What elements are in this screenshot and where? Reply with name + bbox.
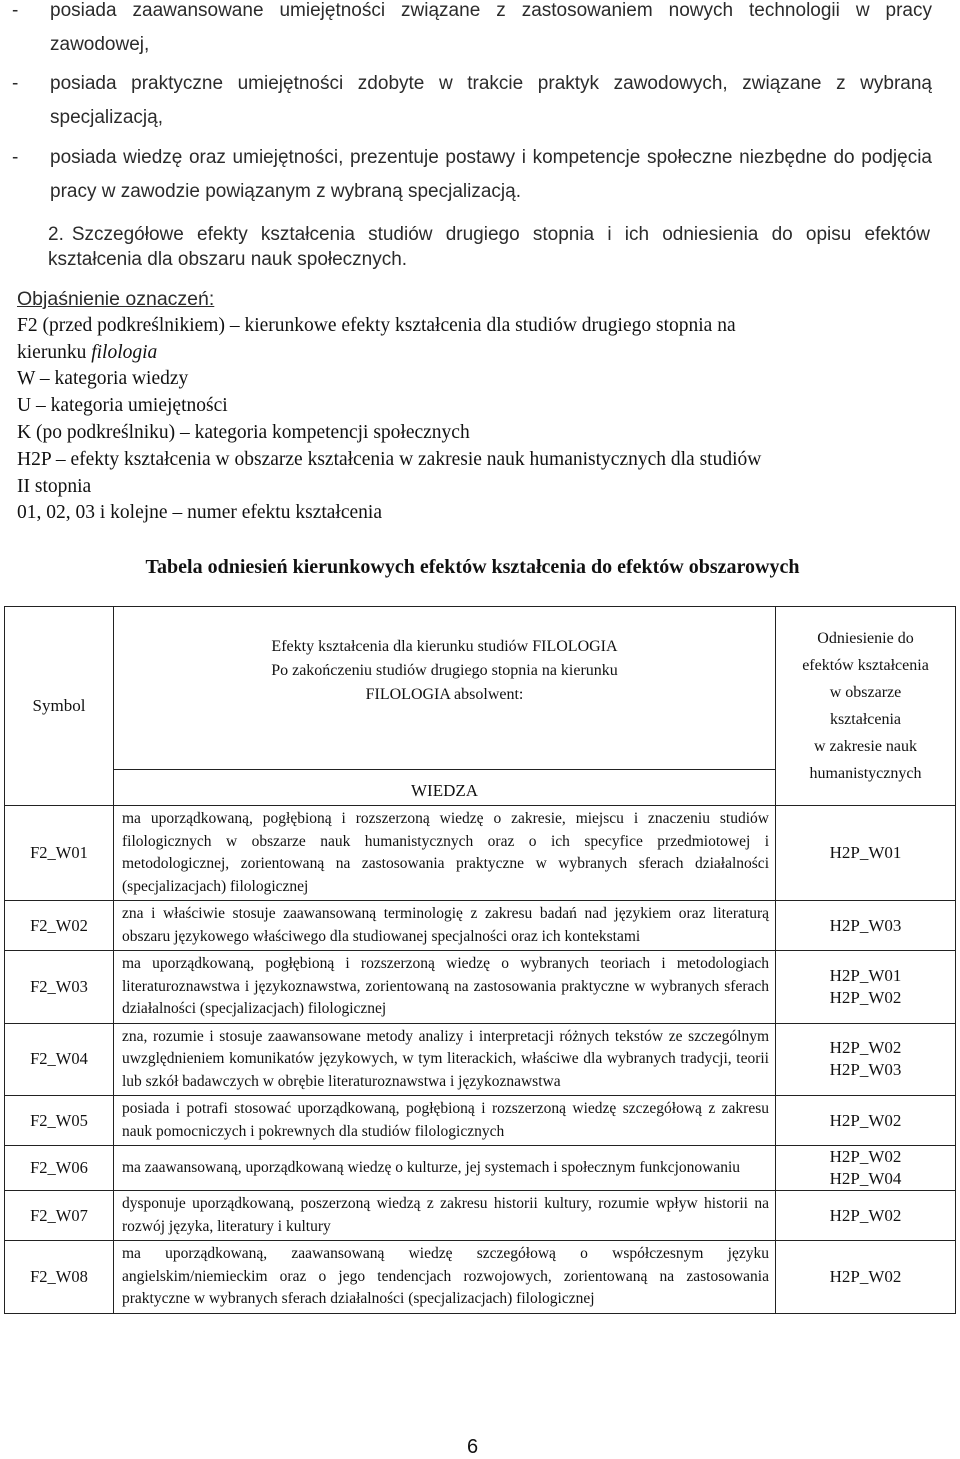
row-symbol: F2_W08 <box>5 1241 114 1314</box>
row-symbol: F2_W03 <box>5 951 114 1024</box>
header-effects <box>114 607 776 770</box>
category-label: WIEDZA <box>114 770 776 806</box>
row-symbol: F2_W05 <box>5 1096 114 1146</box>
bullet-item <box>12 0 932 62</box>
row-ref-code: H2P_W02 <box>829 1147 902 1166</box>
table-row <box>5 951 956 1024</box>
table-caption: Tabela odniesień kierunkowych efektów kształcenia do efektów obszarowych <box>145 556 800 578</box>
bullet-text: posiada wiedzę oraz umiejętności, prezentuje postawy i kompetencje społeczne niezbędne do podjęcia pracy w zawodzie powiązanym z wybraną specjalizacją. <box>50 147 932 202</box>
legend-f2: F2 (przed podkreślnikiem) – kierunkowe efekty kształcenia dla studiów drugiego stopnia na <box>17 314 736 336</box>
row-description: ma uporządkowaną, zaawansowaną wiedzę szczegółową o współczesnym języku angielskim/niemieckim oraz o jego tendencjach rozwojowych, zorientowaną na zastosowania praktyczne w wybranych sferach działalności (specjalizacjach) filologicznej <box>114 1241 776 1314</box>
row-ref-code: H2P_W02 <box>829 1266 902 1286</box>
legend-h2p-cont: II stopnia <box>17 475 92 497</box>
row-reference <box>776 1146 956 1191</box>
row-reference <box>776 951 956 1024</box>
row-ref-code: H2P_W02 <box>829 1205 902 1225</box>
header-effects-line: FILOLOGIA absolwent: <box>365 686 524 703</box>
table-row <box>5 1023 956 1096</box>
header-ref-line: humanistycznych <box>809 765 922 782</box>
table-header-row <box>5 607 956 770</box>
row-description: zna, rozumie i stosuje zaawansowane metody analizy i interpretacji różnych tekstów ze szczególnym uwzględnieniem komunikatów językowych, w tym literackich, właściwe dla wybranych tradycji, teorii lub szkół badawczych w obrębie literaturoznawstwa i językoznawstwa <box>114 1023 776 1096</box>
row-ref-code: H2P_W02 <box>829 987 902 1007</box>
legend-numbers: 01, 02, 03 i kolejne – numer efektu kształcenia <box>17 502 382 524</box>
row-ref-code: H2P_W01 <box>829 965 902 985</box>
legend-field-name: filologia <box>91 341 158 363</box>
row-ref-code: H2P_W02 <box>829 1110 902 1130</box>
row-reference <box>776 1023 956 1096</box>
row-reference <box>776 901 956 951</box>
bullet-item <box>12 141 932 209</box>
table-row <box>5 901 956 951</box>
effects-table <box>4 606 956 1314</box>
section-number: 2. <box>48 224 64 245</box>
bullet-dash: - <box>12 0 19 21</box>
row-description: ma zaawansowaną, uporządkowaną wiedzę o kulturze, jej systemach i społecznym funkcjonowaniu <box>114 1146 776 1191</box>
legend-u: U – kategoria umiejętności <box>17 395 228 417</box>
row-ref-code: H2P_W02 <box>829 1038 902 1058</box>
row-symbol: F2_W04 <box>5 1023 114 1096</box>
row-description: dysponuje uporządkowaną, poszerzoną wiedzą z zakresu historii kultury, rozumie wpływ historii na rozwój języka, literatury i kultury <box>114 1191 776 1241</box>
table-row <box>5 1096 956 1146</box>
row-reference <box>776 1191 956 1241</box>
header-ref-line: Odniesienie do <box>817 630 914 647</box>
row-ref-code: H2P_W04 <box>829 1169 902 1188</box>
legend-f2-kierunku: kierunku <box>17 341 87 363</box>
row-reference <box>776 1241 956 1314</box>
legend-h2p: H2P – efekty kształcenia w obszarze kształcenia w zakresie nauk humanistycznych dla studiów <box>17 448 762 470</box>
header-ref-line: w obszarze <box>829 684 902 701</box>
row-ref-code: H2P_W01 <box>829 843 902 862</box>
header-effects-line: Po zakończeniu studiów drugiego stopnia na kierunku <box>271 662 618 679</box>
header-effects-line: Efekty kształcenia dla kierunku studiów FILOLOGIA <box>271 638 618 655</box>
row-symbol: F2_W01 <box>5 806 114 901</box>
bullet-dash: - <box>12 147 19 168</box>
header-ref-line: w zakresie nauk <box>813 738 918 755</box>
row-description: ma uporządkowaną, pogłębioną i rozszerzoną wiedzę o zakresie, miejscu i znaczeniu studiów filologicznych w obszarze nauk humanistycznych oraz o ich specyfice przedmiotowej i metodologicznej, zorientowaną na zastosowania praktyczne w wybranych sferach działalności (specjalizacjach) filologicznej <box>114 806 776 901</box>
section-heading <box>48 222 930 272</box>
bullet-text: posiada praktyczne umiejętności zdobyte w trakcie praktyk zawodowych, związane z wybraną specjalizacją, <box>50 73 932 128</box>
legend-block <box>17 286 932 527</box>
table-row <box>5 1241 956 1314</box>
table-row <box>5 806 956 901</box>
header-ref-line: efektów kształcenia <box>802 657 929 674</box>
bullet-text: posiada zaawansowane umiejętności związane z zastosowaniem nowych technologii w pracy zawodowej, <box>50 0 932 55</box>
section-title: Szczegółowe efekty kształcenia studiów drugiego stopnia i ich odniesienia do opisu efektów kształcenia dla obszaru nauk społecznych. <box>48 224 930 270</box>
bullet-item <box>12 67 932 135</box>
row-symbol: F2_W07 <box>5 1191 114 1241</box>
row-description: ma uporządkowaną, pogłębioną i rozszerzoną wiedzę o wybranych teoriach i metodologiach literaturoznawstwa i językoznawstwa, zorientowaną na zastosowania praktyczne w wybranych sferach działalności (specjalizacjach) filologicznej <box>114 951 776 1024</box>
row-ref-code: H2P_W03 <box>829 1060 902 1080</box>
row-reference <box>776 1096 956 1146</box>
header-ref-line: kształcenia <box>829 711 902 728</box>
bullet-dash: - <box>12 73 19 94</box>
legend-heading: Objaśnienie oznaczeń: <box>17 288 215 310</box>
legend-k: K (po podkreślniku) – kategoria kompetencji społecznych <box>17 421 470 443</box>
header-symbol: Symbol <box>5 607 114 806</box>
page-number: 6 <box>466 1436 479 1458</box>
row-symbol: F2_W06 <box>5 1146 114 1191</box>
row-ref-code: H2P_W03 <box>829 915 902 935</box>
row-description: zna i właściwie stosuje zaawansowaną terminologię z zakresu badań nad językiem oraz literaturą obszaru językowego właściwego dla studiowanej specjalności oraz ich kontekstami <box>114 901 776 951</box>
row-reference <box>776 806 956 901</box>
header-reference <box>776 607 956 806</box>
row-symbol: F2_W02 <box>5 901 114 951</box>
table-row <box>5 1146 956 1191</box>
table-row <box>5 1191 956 1241</box>
legend-w: W – kategoria wiedzy <box>17 368 189 390</box>
row-description: posiada i potrafi stosować uporządkowaną, pogłębioną i rozszerzoną wiedzę szczegółową z zakresu nauk pomocniczych i pokrewnych dla studiów filologicznych <box>114 1096 776 1146</box>
